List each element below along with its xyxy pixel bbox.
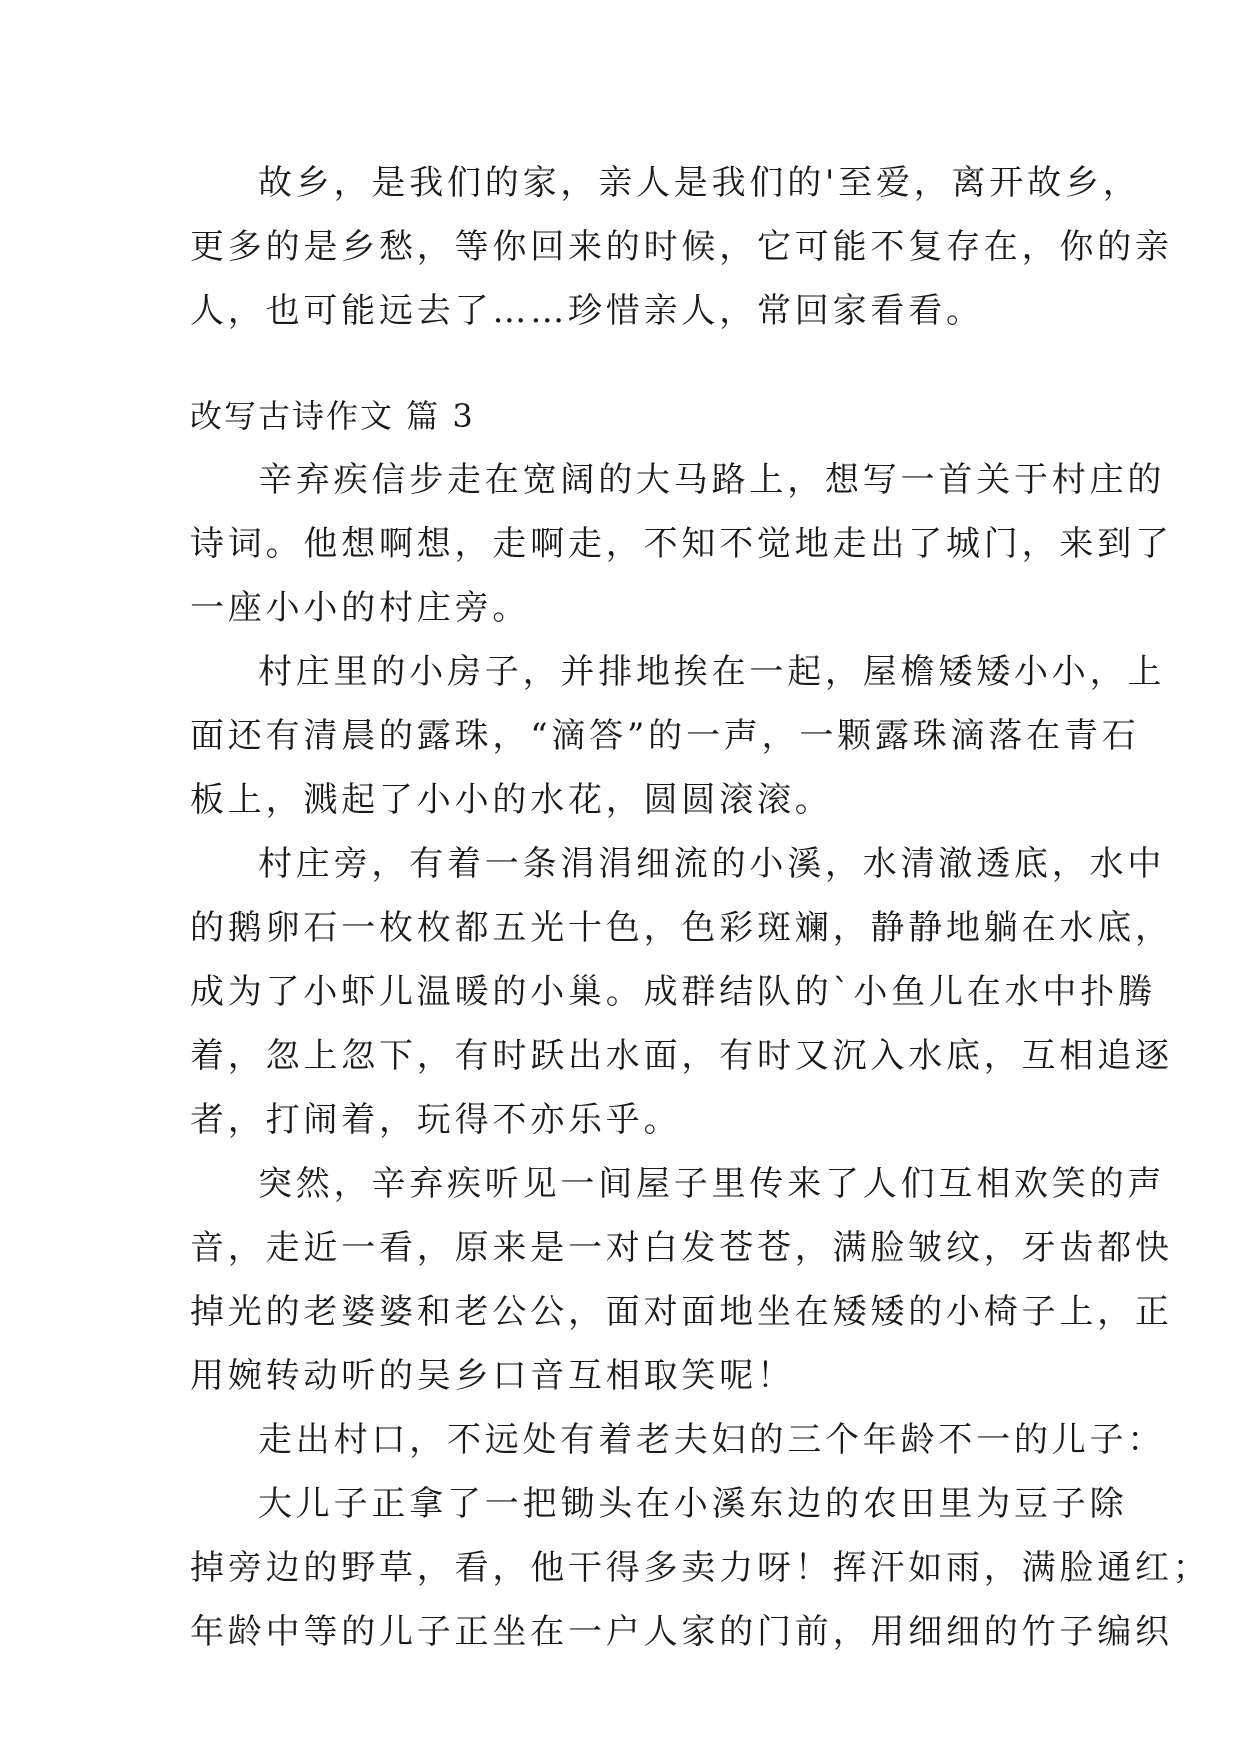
paragraph-6-line-1: 大儿子正拿了一把锄头在小溪东边的农田里为豆子除: [258, 1484, 1128, 1524]
paragraph-6-line-3: 年龄中等的儿子正坐在一户人家的门前，用细细的竹子编织: [190, 1612, 1173, 1652]
intro-line-1: 故乡，是我们的家，亲人是我们的'至爱，离开故乡，: [258, 163, 1141, 203]
paragraph-2-line-2: 面还有清晨的露珠，“滴答”的一声，一颗露珠滴落在青石: [190, 716, 1140, 756]
paragraph-3-line-4: 着，忽上忽下，有时跃出水面，有时又沉入水底，互相追逐: [190, 1036, 1173, 1076]
paragraph-4-line-4: 用婉转动听的吴乡口音互相取笑呢！: [190, 1356, 795, 1396]
paragraph-4-line-2: 音，走近一看，原来是一对白发苍苍，满脸皱纹，牙齿都快: [190, 1228, 1173, 1268]
paragraph-2-line-1: 村庄里的小房子，并排地挨在一起，屋檐矮矮小小，上: [258, 652, 1166, 692]
paragraph-1-line-2: 诗词。他想啊想，走啊走，不知不觉地走出了城门，来到了: [190, 524, 1173, 564]
paragraph-5-line-1: 走出村口，不远处有着老夫妇的三个年龄不一的儿子：: [258, 1420, 1166, 1460]
intro-paragraph: [190, 151, 1173, 343]
paragraph-2-line-3: 板上，溅起了小小的水花，圆圆滚滚。: [190, 780, 833, 820]
intro-line-2: 更多的是乡愁，等你回来的时候，它可能不复存在，你的亲: [190, 227, 1173, 267]
paragraph-3-line-1: 村庄旁，有着一条涓涓细流的小溪，水清澈透底，水中: [258, 844, 1166, 884]
section-heading: 改写古诗作文 篇 3: [190, 397, 475, 435]
paragraph-3-line-5: 者，打闹着，玩得不亦乐乎。: [190, 1100, 682, 1140]
intro-line-3: 人，也可能远去了……珍惜亲人，常回家看看。: [190, 291, 984, 331]
essay-body: [190, 448, 1211, 1664]
paragraph-6-line-2: 掉旁边的野草，看，他干得多卖力呀！挥汗如雨，满脸通红；: [190, 1548, 1211, 1588]
paragraph-1-line-1: 辛弃疾信步走在宽阔的大马路上，想写一首关于村庄的: [258, 460, 1166, 500]
paragraph-4-line-1: 突然，辛弃疾听见一间屋子里传来了人们互相欢笑的声: [258, 1164, 1166, 1204]
paragraph-3-line-2: 的鹅卵石一枚枚都五光十色，色彩斑斓，静静地躺在水底，: [190, 908, 1173, 948]
paragraph-1-line-3: 一座小小的村庄旁。: [190, 588, 531, 628]
paragraph-3-line-3: 成为了小虾儿温暖的小巢。成群结队的`小鱼儿在水中扑腾: [190, 972, 1156, 1012]
paragraph-4-line-3: 掉光的老婆婆和老公公，面对面地坐在矮矮的小椅子上，正: [190, 1292, 1173, 1332]
